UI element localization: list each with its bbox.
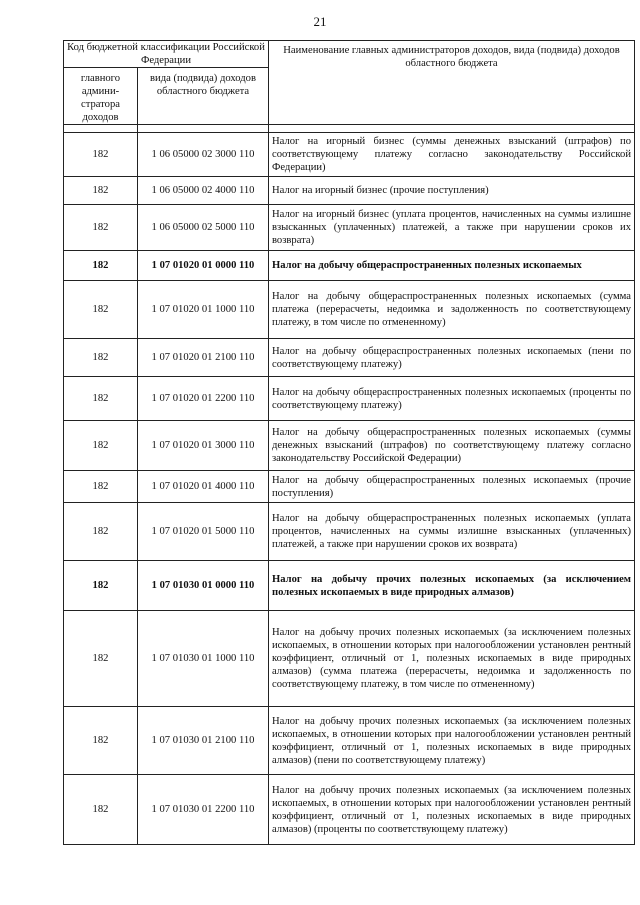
admin-code-cell: 182 (64, 281, 138, 339)
revenue-name-cell: Налог на добычу прочих полезных ископаемых (за исключением полезных ископаемых в виде природных алмазов) (269, 561, 635, 611)
table-row (64, 377, 635, 421)
revenue-code-cell: 1 07 01020 01 2200 110 (138, 377, 269, 421)
admin-code-cell: 182 (64, 177, 138, 205)
revenue-code-cell: 1 07 01030 01 1000 110 (138, 611, 269, 707)
table-row (64, 775, 635, 845)
admin-code-cell: 182 (64, 503, 138, 561)
table-row (64, 471, 635, 503)
table-row (64, 561, 635, 611)
table-row (64, 205, 635, 251)
revenue-code-cell: 1 07 01020 01 0000 110 (138, 251, 269, 281)
revenue-name-cell: Налог на добычу общераспространенных полезных ископаемых (суммы денежных взысканий (штрафов) по соответствующему платежу согласно законодательству Российской Федерации) (269, 421, 635, 471)
table-header (64, 41, 635, 133)
admin-code-cell: 182 (64, 205, 138, 251)
header-revenue-code: вида (подвида) доходов областного бюджета (138, 68, 269, 125)
page-number: 21 (313, 14, 327, 29)
revenue-code-cell: 1 06 05000 02 4000 110 (138, 177, 269, 205)
revenue-name-cell: Налог на игорный бизнес (суммы денежных взысканий (штрафов) по соответствующему платежу согласно законодательству Российской Федерации) (269, 133, 635, 177)
revenue-name-cell: Налог на добычу общераспространенных полезных ископаемых (проценты по соответствующему платежу) (269, 377, 635, 421)
table-row (64, 421, 635, 471)
admin-code-cell: 182 (64, 339, 138, 377)
header-admin-code: главного админи-стратора доходов (64, 68, 138, 125)
table-row (64, 503, 635, 561)
revenue-code-cell: 1 07 01020 01 2100 110 (138, 339, 269, 377)
table-row (64, 133, 635, 177)
revenue-code-cell: 1 06 05000 02 3000 110 (138, 133, 269, 177)
admin-code-cell: 182 (64, 377, 138, 421)
revenue-code-cell: 1 07 01020 01 1000 110 (138, 281, 269, 339)
revenue-code-cell: 1 07 01020 01 3000 110 (138, 421, 269, 471)
revenue-name-cell: Налог на добычу общераспространенных полезных ископаемых (уплата процентов, начисленных на суммы излишне взысканных (уплаченных) платежей, а также при нарушении сроков их возврата) (269, 503, 635, 561)
table-row (64, 281, 635, 339)
header-spacer-row (64, 125, 635, 133)
revenue-code-cell: 1 07 01030 01 0000 110 (138, 561, 269, 611)
admin-code-cell: 182 (64, 133, 138, 177)
revenue-code-cell: 1 07 01030 01 2100 110 (138, 707, 269, 775)
table-row (64, 611, 635, 707)
header-classification-code: Код бюджетной классификации Российской Федерации (64, 41, 269, 68)
admin-code-cell: 182 (64, 471, 138, 503)
budget-classification-table (63, 40, 635, 845)
revenue-name-cell: Налог на игорный бизнес (уплата процентов, начисленных на суммы излишне взысканных (уплаченных) платежей, а также при нарушении сроков их возврата) (269, 205, 635, 251)
revenue-name-cell: Налог на игорный бизнес (прочие поступления) (269, 177, 635, 205)
admin-code-cell: 182 (64, 611, 138, 707)
table-row (64, 177, 635, 205)
table-row (64, 251, 635, 281)
admin-code-cell: 182 (64, 421, 138, 471)
revenue-name-cell: Налог на добычу общераспространенных полезных ископаемых (пени по соответствующему платежу) (269, 339, 635, 377)
admin-code-cell: 182 (64, 561, 138, 611)
revenue-name-cell: Налог на добычу общераспространенных полезных ископаемых (сумма платежа (перерасчеты, недоимка и задолженность по соответствующему платежу, в том числе по отмененному) (269, 281, 635, 339)
revenue-name-cell: Налог на добычу прочих полезных ископаемых (за исключением полезных ископаемых, в отношении которых при налогообложении установлен рентный коэффициент, отличный от 1, полезных ископаемых в виде природных алмазов) (проценты по соответствующему платежу) (269, 775, 635, 845)
admin-code-cell: 182 (64, 775, 138, 845)
header-name: Наименование главных администраторов доходов, вида (подвида) доходов областного бюджета (269, 41, 635, 125)
revenue-name-cell: Налог на добычу общераспространенных полезных ископаемых (прочие поступления) (269, 471, 635, 503)
table-body (64, 133, 635, 845)
revenue-name-cell: Налог на добычу прочих полезных ископаемых (за исключением полезных ископаемых, в отношении которых при налогообложении установлен рентный коэффициент, отличный от 1, полезных ископаемых в виде природных алмазов) (сумма платежа (перерасчеты, недоимка и задолженность по соответствующему платежу, в том числе по отмененному) (269, 611, 635, 707)
revenue-code-cell: 1 06 05000 02 5000 110 (138, 205, 269, 251)
revenue-name-cell: Налог на добычу прочих полезных ископаемых (за исключением полезных ископаемых, в отношении которых при налогообложении установлен рентный коэффициент, отличный от 1, полезных ископаемых в виде природных алмазов) (пени по соответствующему платежу) (269, 707, 635, 775)
table-row (64, 339, 635, 377)
table-row (64, 707, 635, 775)
admin-code-cell: 182 (64, 251, 138, 281)
revenue-code-cell: 1 07 01020 01 4000 110 (138, 471, 269, 503)
revenue-name-cell: Налог на добычу общераспространенных полезных ископаемых (269, 251, 635, 281)
revenue-code-cell: 1 07 01020 01 5000 110 (138, 503, 269, 561)
admin-code-cell: 182 (64, 707, 138, 775)
revenue-code-cell: 1 07 01030 01 2200 110 (138, 775, 269, 845)
